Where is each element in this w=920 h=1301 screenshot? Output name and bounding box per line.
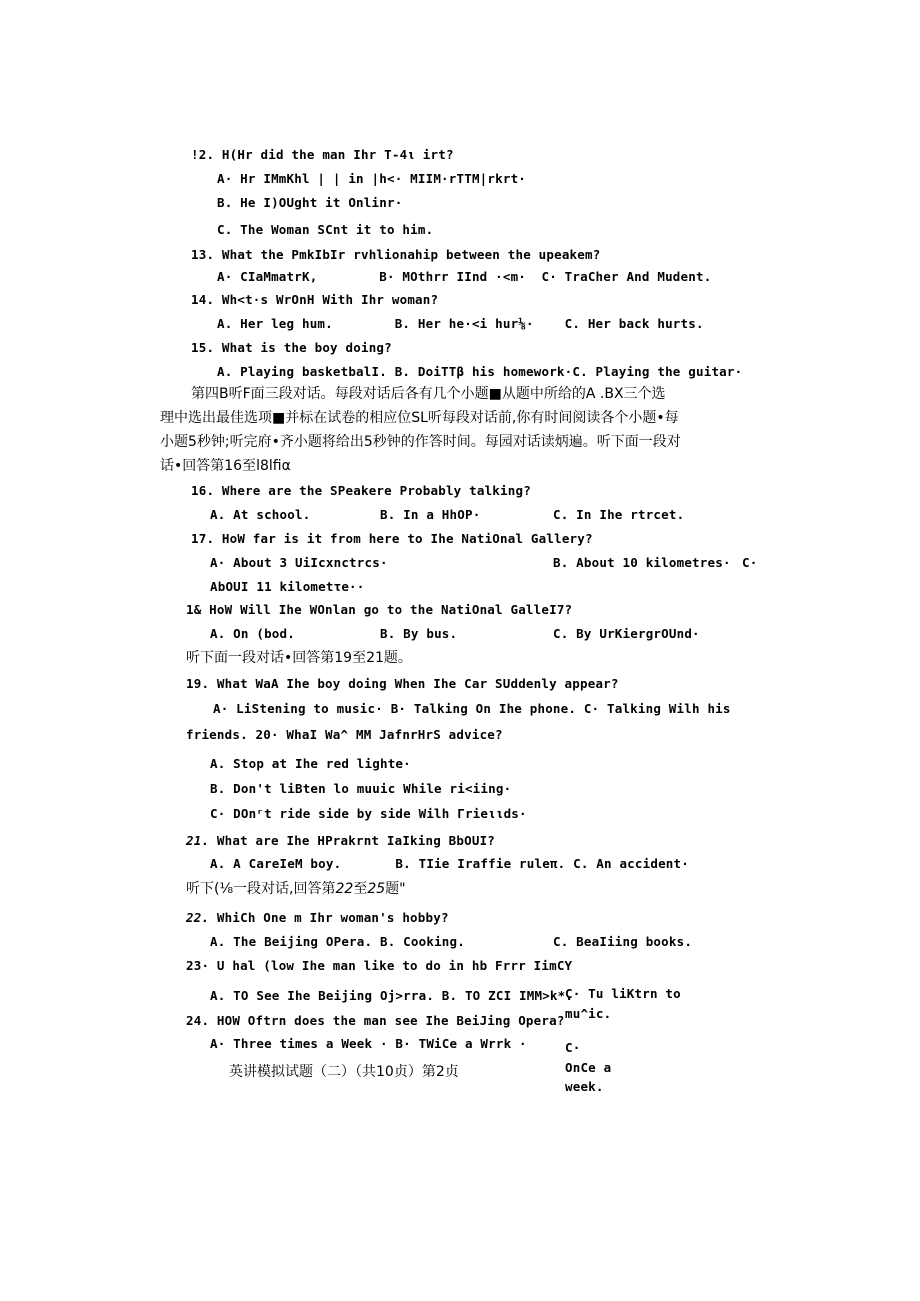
q22-option-a: A. The Beijing OPera.	[210, 934, 373, 949]
q16-option-b: B. In a HhOP·	[380, 507, 481, 522]
q13-stem: 13. What the PmkIbIr rvhlionahip between the upeakem?	[191, 247, 601, 262]
q24-options-ab: A· Three times a Week · B· TWiCe a Wrrk ·	[210, 1036, 527, 1051]
q22-stem-text: WhiCh One m Ihr woman's hobby?	[209, 910, 449, 925]
q19-options-cont: friends. 20· WhaI Wa^ MM JafnrHrS advice?	[186, 727, 503, 742]
q21-number: 21.	[186, 833, 210, 848]
q14-options: A. Her leg hum. B. Her he·<i hur⅛· C. Her back hurts.	[217, 316, 704, 331]
q19-options: A· LiStening to music· B· Talking On Ihe phone. C· Talking Wilh his	[213, 701, 731, 716]
q17-option-b: B. About 10 kilometres·	[553, 555, 731, 570]
dialog2-intro: 听下面一段对话•回答第19至21题。	[186, 650, 412, 666]
q16-stem: 16. Where are the SPeakere Probably talking?	[191, 483, 531, 498]
dialog3-intro-start: 22	[335, 881, 354, 897]
q23-option-c-line2: mu^ic.	[565, 1006, 612, 1021]
q15-options: A. Playing basketbalI. B. DoiTTβ his homework·C. Playing the guitar·	[217, 364, 743, 379]
q12-option-a: A· Hr IMmKhl | | in |h<· MIIM·rTTM|rkrt·	[217, 171, 527, 186]
section-instruction-line3: 小题5秒钟;听完府•齐小题将给出5秒钟的作答时间。每园对话读炳遍。听下面一段对	[160, 434, 681, 450]
q17-option-c-label: C·	[742, 555, 758, 570]
dialog3-intro-tail: 题"	[385, 881, 406, 897]
q12-stem: !2. H(Hr did the man Ihr T-4ι irt?	[191, 147, 454, 162]
q18-stem: 1& HoW Will Ihe WOnlan go to the NatiOnal GalleI7?	[186, 602, 573, 617]
q22-stem	[186, 910, 449, 926]
q21-stem-text: What are Ihe HPrakrnt IaIking BbOUI?	[209, 833, 496, 848]
section-instruction-line1: 第四B听F面三段对话。每段对话后各有几个小题■从题中所给的A .BX三个选	[191, 386, 666, 402]
q21-stem	[186, 833, 495, 849]
q18-option-b: B. By bus.	[380, 626, 458, 641]
page-footer: 英讲模拟试题（二）（共10贞）第2贞	[229, 1064, 459, 1080]
q22-option-c: C. BeaIiing books.	[553, 934, 693, 949]
q17-option-a: A· About 3 UiIcxnctrcs·	[210, 555, 388, 570]
section-instruction-line4: 话•回答第16至l8lfiα	[160, 458, 291, 474]
q16-option-a: A. At school.	[210, 507, 311, 522]
q23-option-c-line1: C· Tu liKtrn to	[565, 986, 681, 1001]
section-instruction-line2: 理中选出最佳选项■并标在试卷的相应位SL听每段对话前,你有时间阅读各个小题•每	[160, 410, 679, 426]
q16-option-c: C. In Ihe rtrcet.	[553, 507, 685, 522]
q18-option-a: A. On (bod.	[210, 626, 295, 641]
dialog3-intro-end: 25	[367, 881, 386, 897]
q24-option-c-line1: OnCe a	[565, 1060, 612, 1075]
q18-option-c: C. By UrKiergrOUnd·	[553, 626, 700, 641]
dialog3-intro-to: 至	[353, 881, 368, 897]
q17-stem: 17. HoW far is it from here to Ihe NatiOnal Gallery?	[191, 531, 593, 546]
q22-option-b: B. Cooking.	[380, 934, 465, 949]
q23-options-ab: A. TO See Ihe Beijing Oj>rra. B. TO ZCI IMM>k*.	[210, 988, 574, 1003]
q20-option-c: C· DOnʳt ride side by side Wilh Γrieιιds·	[210, 806, 527, 821]
q15-stem: 15. What is the boy doing?	[191, 340, 392, 355]
dialog3-intro	[186, 881, 406, 897]
dialog3-intro-text: 听下(⅛一段对话,回答第	[186, 881, 336, 897]
q21-options: A. A CareIeM boy. B. TIie Iraffie ruleπ. C. An accident·	[210, 856, 689, 871]
q17-option-c: AbOUI 11 kilometτe··	[210, 579, 365, 594]
q24-stem: 24. HOW Oftrn does the man see Ihe BeiJing Opera?	[186, 1013, 565, 1028]
q23-stem: 23· U hal (low Ihe man like to do in hb Frrr IimCY	[186, 958, 573, 973]
q12-option-c: C. The Woman SCnt it to him.	[217, 222, 434, 237]
q24-option-c-line2: week.	[565, 1079, 604, 1094]
q20-option-b: B. Don't liBten lo muuic While ri<iing·	[210, 781, 512, 796]
q22-number: 22.	[186, 910, 210, 925]
q20-option-a: A. Stop at Ihe red lighte·	[210, 756, 411, 771]
q14-stem: 14. Wh<t·s WrOnH With Ihr woman?	[191, 292, 439, 307]
q24-option-c-label: C·	[565, 1040, 581, 1055]
q12-option-b: B. He I)OUght it Onlinr·	[217, 195, 403, 210]
q13-options: A· CIaMmatrK, B· MOthrr IInd ·<m· C· TraCher And Mudent.	[217, 269, 712, 284]
q19-stem: 19. What WaA Ihe boy doing When Ihe Car SUddenly appear?	[186, 676, 619, 691]
